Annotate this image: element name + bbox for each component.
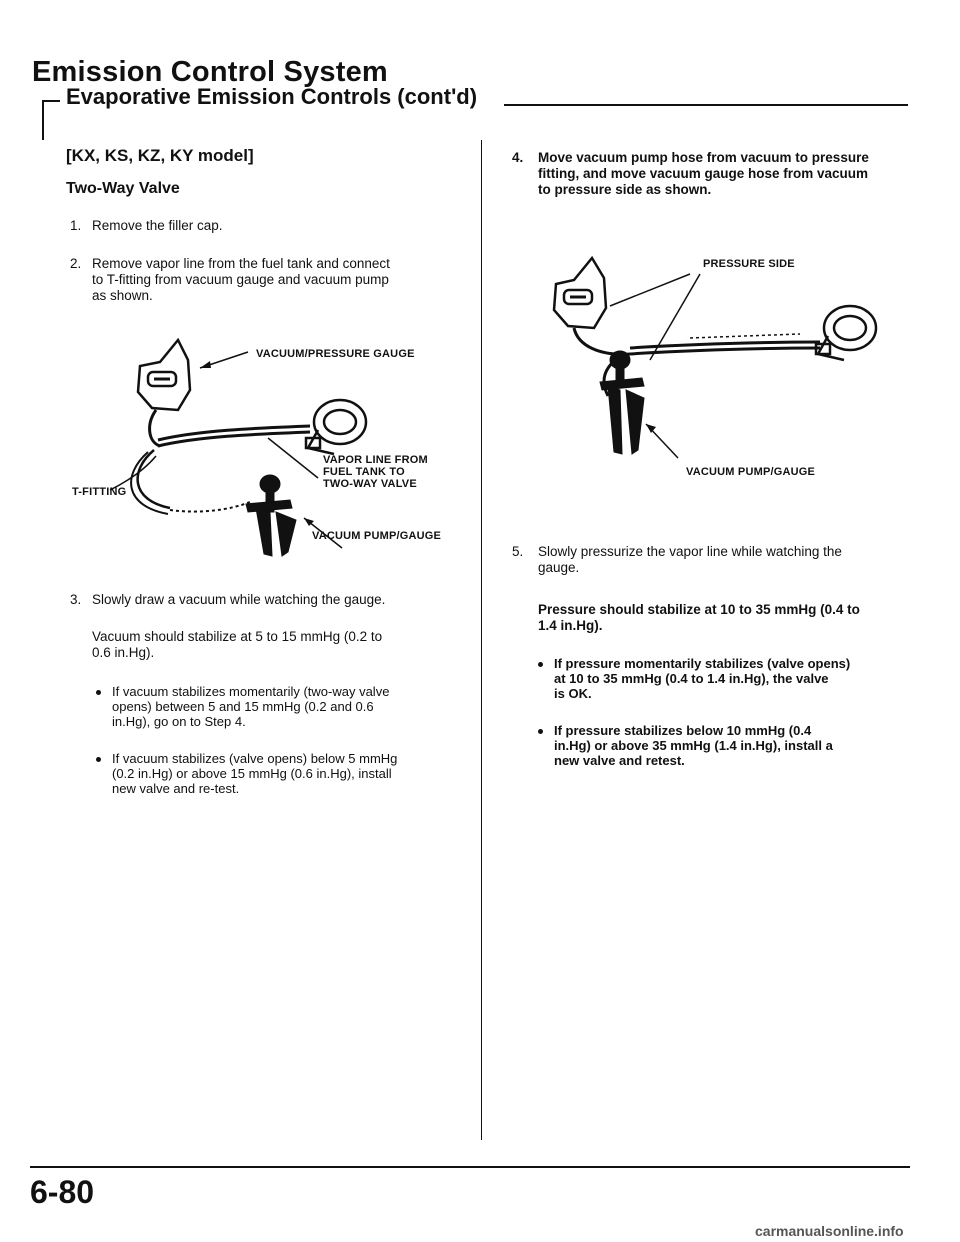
two-way-valve-icon-right (816, 306, 876, 360)
step-2 (70, 256, 470, 308)
footer-rule (30, 1166, 910, 1168)
step-5 (512, 544, 912, 580)
vapor-line-label: VAPOR LINE FROM FUEL TANK TO TWO-WAY VALVE (323, 454, 428, 490)
step-5-number: 5. (512, 544, 524, 559)
step-1-number: 1. (70, 218, 82, 233)
watermark: carmanualsonline.info (755, 1223, 904, 1239)
vacuum-pump-label-right: VACUUM PUMP/GAUGE (686, 466, 816, 478)
pressure-test-diagram (550, 250, 910, 490)
page-title: Emission Control System (32, 56, 388, 88)
dotted-hose-right (690, 334, 800, 338)
step-2-text: Remove vapor line from the fuel tank and connect to T-fitting from vacuum gauge and vacuum pump as shown. (92, 256, 390, 303)
page-number: 6-80 (30, 1174, 95, 1210)
step-5-text: Slowly pressurize the vapor line while watching the gauge. (538, 544, 842, 575)
vacuum-pump-icon (246, 475, 296, 556)
step-2-number: 2. (70, 256, 82, 271)
model-heading: [KX, KS, KZ, KY model] (66, 146, 254, 165)
vacuum-pump-icon-right (600, 351, 644, 454)
hose-lines (131, 410, 310, 514)
pressure-bullet-2: If pressure stabilizes below 10 mmHg (0.4 in.Hg) or above 35 mmHg (1.4 in.Hg), install a new valve and retest. (538, 723, 918, 771)
pressure-bullet-1: If pressure momentarily stabilizes (valve opens) at 10 to 35 mmHg (0.4 to 1.4 in.Hg), the valve is OK. (538, 656, 918, 704)
pressure-side-label: PRESSURE SIDE (703, 258, 795, 270)
bullet-dot (538, 729, 543, 734)
vacuum-pressure-gauge-icon (138, 340, 190, 410)
subtitle-rule-right (504, 104, 908, 106)
pressure-spec-paragraph: Pressure should stabilize at 10 to 35 mmHg (0.4 to 1.4 in.Hg). (538, 602, 860, 633)
vacuum-pump-label-left: VACUUM PUMP/GAUGE (312, 530, 442, 542)
subtitle-rule-left-vertical (42, 100, 44, 140)
step-3 (70, 592, 470, 610)
two-way-valve-icon (306, 400, 366, 454)
step-1-text: Remove the filler cap. (92, 218, 223, 233)
bullet-dot (96, 690, 101, 695)
step-4-number: 4. (512, 150, 524, 165)
bullet-dot (96, 757, 101, 762)
column-divider (481, 140, 482, 1140)
section-subtitle: Evaporative Emission Controls (cont'd) (66, 84, 478, 109)
two-way-valve-heading: Two-Way Valve (66, 180, 180, 197)
step-4 (512, 150, 912, 202)
vacuum-bullet-2: If vacuum stabilizes (valve opens) below 5 mmHg (0.2 in.Hg) or above 15 mmHg (0.6 in.Hg), install new valve and re-test. (96, 751, 476, 799)
step-1 (70, 218, 470, 236)
subtitle-rule-left (42, 100, 60, 102)
vacuum-bullet-1: If vacuum stabilizes momentarily (two-way valve opens) between 5 and 15 mmHg (0.2 and 0.6 in.Hg), go on to Step 4. (96, 684, 476, 732)
dotted-hose (170, 502, 250, 512)
t-fitting-label: T-FITTING (72, 486, 127, 498)
vacuum-spec-paragraph: Vacuum should stabilize at 5 to 15 mmHg (0.2 to 0.6 in.Hg). (92, 629, 383, 660)
gauge-label: VACUUM/PRESSURE GAUGE (256, 348, 415, 360)
bullet-dot (538, 662, 543, 667)
step-3-text: Slowly draw a vacuum while watching the gauge. (92, 592, 386, 607)
step-4-text: Move vacuum pump hose from vacuum to pressure fitting, and move vacuum gauge hose from vacuum to pressure side as shown. (538, 150, 869, 197)
step-3-number: 3. (70, 592, 82, 607)
pressure-gauge-icon (554, 258, 606, 328)
